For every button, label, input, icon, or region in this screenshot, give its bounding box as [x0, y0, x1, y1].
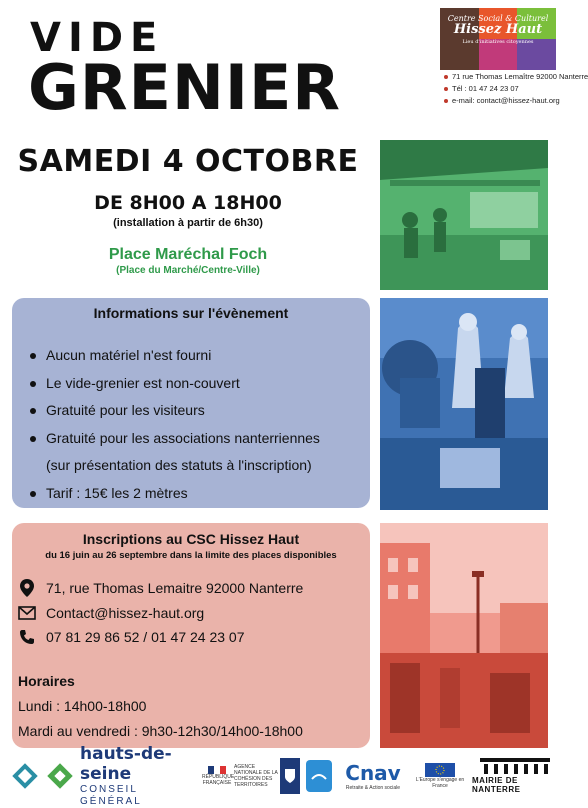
info-item-4-cont: (sur présentation des statuts à l'inscription): [46, 457, 312, 473]
email-row: [18, 601, 368, 626]
list-item-continuation: [28, 452, 368, 480]
info-item-4: Gratuité pour les associations nanterriennes: [46, 429, 320, 446]
bullet-icon: [30, 436, 36, 442]
emblem-logo-icon: [280, 758, 300, 794]
address-row: [18, 576, 368, 601]
info-item-1: Aucun matériel n'est fourni: [46, 347, 212, 363]
list-item: [28, 397, 368, 425]
top-contact: [444, 71, 588, 107]
info-title: Informations sur l'évènement: [93, 305, 289, 321]
horaires-title: Horaires: [18, 673, 75, 689]
bullet-icon: [444, 75, 448, 79]
photo-street-market: [380, 523, 548, 748]
info-item-5: Tarif : 15€ les 2 mètres: [46, 484, 188, 501]
phone-row: [18, 625, 368, 650]
cnav-text: Cnav: [345, 761, 401, 785]
map-pin-icon: [18, 579, 36, 597]
bullet-icon: [30, 353, 36, 359]
event-date: SAMEDI 4 OCTOBRE: [17, 144, 359, 179]
hds-sub: CONSEIL GÉNÉRAL: [80, 784, 142, 807]
top-email: e-mail: contact@hissez-haut.org: [452, 96, 560, 105]
mairie-text: MAIRIE DE NANTERRE: [472, 776, 521, 794]
hds-name: hauts-de-seine: [80, 744, 172, 784]
rf-logo: [202, 756, 235, 796]
list-item: [28, 480, 368, 508]
hauts-de-seine-icon: [46, 762, 74, 790]
inscriptions-subtitle: du 16 juin au 26 septembre dans la limite des places disponibles: [45, 550, 337, 561]
info-item-2: Le vide-grenier est non-couvert: [46, 374, 240, 391]
title-vide: VIDE: [30, 15, 165, 61]
horaires-line1: Lundi : 14h00-18h00: [18, 698, 147, 714]
event-hours: DE 8H00 A 18H00: [94, 192, 282, 214]
bullet-icon: [444, 99, 448, 103]
bullet-icon: [30, 491, 36, 497]
csc-logo-text: [444, 14, 552, 46]
rf-text: RÉPUBLIQUE FRANÇAISE: [202, 774, 235, 786]
hauts-de-seine-logo: [46, 744, 196, 807]
eu-flag-icon: [425, 763, 455, 777]
anct-logo: [234, 756, 278, 796]
inscriptions-email[interactable]: Contact@hissez-haut.org: [46, 604, 205, 621]
envelope-icon: [18, 604, 36, 622]
footer-logos: [10, 744, 558, 807]
europe-text: L'Europe s'engage en France: [415, 777, 465, 789]
photo-market-stalls: [380, 140, 548, 290]
event-place: Place Maréchal Foch: [108, 246, 268, 263]
inscriptions-phones: 07 81 29 86 52 / 01 47 24 23 07: [46, 629, 245, 645]
cnav-sub: Retraite & Action sociale: [345, 785, 401, 791]
logo-line2: Hissez Haut: [453, 22, 543, 37]
inscriptions-contact: [18, 576, 368, 650]
horaires-line2: Mardi au vendredi : 9h30-12h30/14h00-18h00: [18, 723, 303, 739]
anct-text: AGENCE NATIONALE DE LA COHÉSION DES TERRITOIRES: [234, 764, 278, 788]
europe-logo: [412, 756, 468, 796]
list-item: [28, 342, 368, 370]
diamond-logo-icon: [10, 756, 40, 796]
bullet-icon: [30, 381, 36, 387]
info-list: [28, 342, 368, 507]
event-place-detail: (Place du Marché/Centre-Ville): [116, 265, 260, 276]
bullet-icon: [444, 87, 448, 91]
cnav-logo: [340, 756, 406, 796]
inscriptions-address: 71, rue Thomas Lemaitre 92000 Nanterre: [46, 580, 304, 596]
logo-line1: Centre Social & Culturel: [447, 14, 549, 23]
photo-statues: [380, 298, 548, 510]
mairie-logo: [472, 756, 558, 796]
top-address: 71 rue Thomas Lemaître 92000 Nanterre: [452, 72, 588, 81]
inscriptions-title: Inscriptions au CSC Hissez Haut: [82, 531, 300, 547]
building-icon: [480, 758, 550, 776]
title-grenier: GRENIER: [28, 51, 342, 124]
logo-line3: Lieu d'initiatives citoyennes: [462, 39, 534, 45]
horaires: [18, 694, 303, 744]
bullet-icon: [30, 408, 36, 414]
list-item: [28, 370, 368, 398]
event-installation: (installation à partir de 6h30): [113, 217, 263, 229]
top-phone: Tél : 01 47 24 23 07: [452, 84, 519, 93]
blue-square-logo-icon: [306, 760, 332, 792]
list-item: [28, 425, 368, 453]
info-item-3: Gratuité pour les visiteurs: [46, 402, 205, 418]
phone-icon: [18, 628, 36, 646]
